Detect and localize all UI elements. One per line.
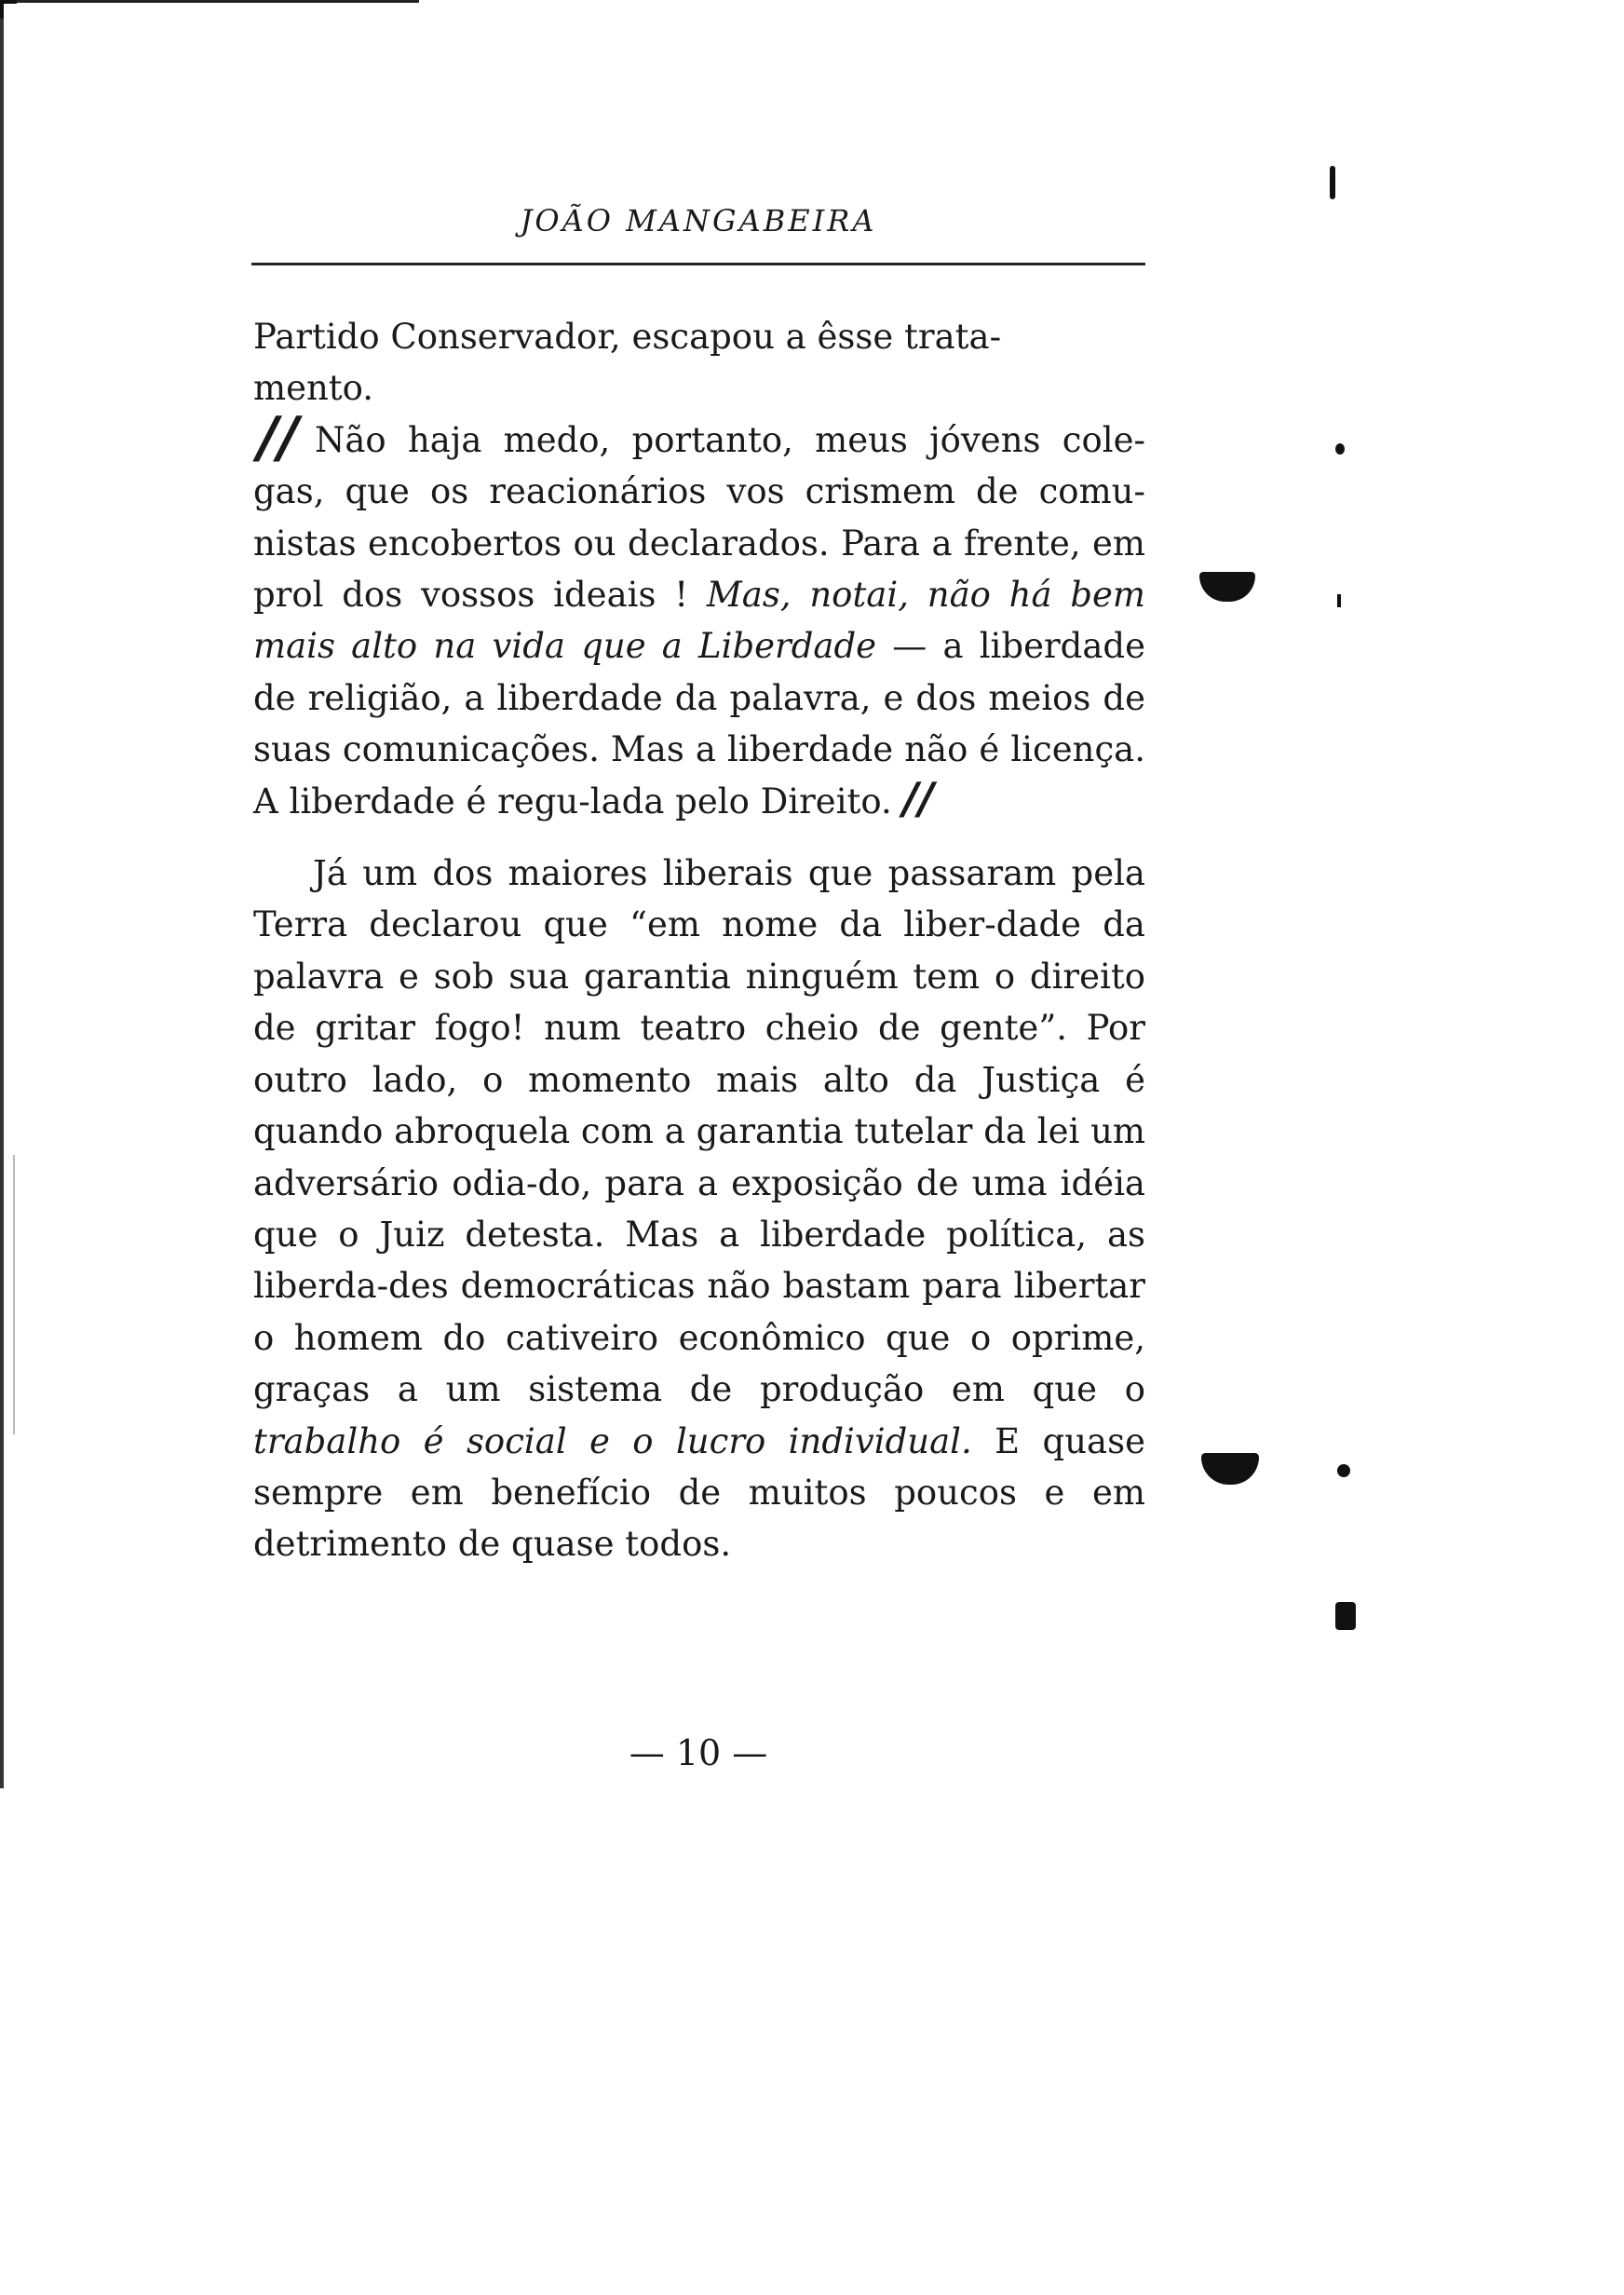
paragraph-1	[253, 311, 1145, 827]
page-number: — 10 —	[629, 1732, 768, 1773]
scan-edge-top	[0, 0, 419, 3]
body-text	[253, 311, 1145, 1570]
scan-corner-mark	[0, 0, 17, 19]
ink-blot	[1335, 1602, 1356, 1630]
para2-text-b: E quase sempre em benefício de muitos poucos e em detrimento de quase todos.	[253, 1420, 1145, 1565]
handwritten-open-quote: //	[258, 405, 299, 470]
ink-blot	[1337, 1464, 1350, 1477]
ink-blot	[1201, 1453, 1259, 1485]
para1b-italic: Mas, notai, não há bem mais alto na vida que a Liberdade	[253, 575, 1145, 667]
scan-edge-left	[0, 0, 4, 1788]
running-head: JOÃO MANGABEIRA	[520, 203, 877, 238]
ink-blot	[1330, 166, 1335, 199]
ink-blot	[1335, 443, 1345, 455]
handwritten-close-quote: //	[902, 772, 935, 823]
para2-text-a: Já um dos maiores liberais que passaram pela Terra declarou que “em nome da liber-dade da palavra e sob sua garantia ninguém tem o direito de gritar fogo! num teatro cheio de gente”. Por outro lado, o momento mais alto da Justiça é quando abroquela com a garantia tutelar da lei um adversário odia-do, para a exposição de uma idéia que o Juiz detesta. Mas a liberdade política, as liberda-des democráticas não bastam para libertar o homem do cativeiro econômico que o oprime, graças a um sistema de produção em que o	[253, 853, 1145, 1410]
para1-line2: mento.	[253, 368, 374, 409]
ink-blot	[1337, 594, 1341, 607]
para1b-text-a: Não haja medo, portanto, meus jóvens cole-gas, que os reacionários vos crismem de comu-nistas encobertos ou declarados. Para a frente, em prol dos vossos ideais !	[253, 419, 1145, 616]
para1b-text-b: — a liberdade de religião, a liberdade da palavra, e dos meios de suas comunicações. Mas a liberdade não é licença. A liberdade é regu-lada pelo Direito.	[253, 626, 1145, 822]
paragraph-2	[253, 848, 1145, 1570]
bleed-through-mark	[13, 1155, 15, 1434]
para2-italic: trabalho é social e o lucro individual.	[253, 1420, 972, 1461]
para1-line1: Partido Conservador, escapou a êsse trata-	[253, 317, 1002, 357]
ink-blot	[1199, 572, 1255, 602]
header-rule	[251, 263, 1145, 265]
